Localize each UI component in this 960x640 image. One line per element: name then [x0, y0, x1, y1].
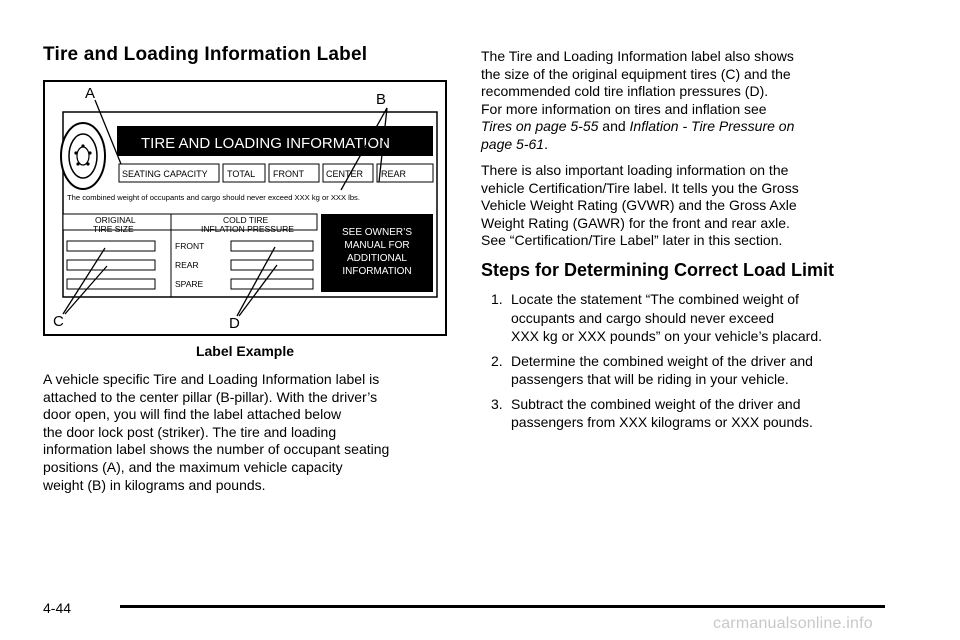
row-header-front: FRONT	[273, 169, 304, 179]
footer-rule	[120, 605, 885, 608]
callout-d: D	[229, 315, 240, 332]
text-line: There is also important loading information on the	[481, 162, 789, 178]
text-line: vehicle Certification/Tire label. It tells you the Gross	[481, 179, 799, 196]
right-paragraph-2	[481, 162, 799, 250]
row-header-seating: SEATING CAPACITY	[122, 169, 208, 179]
text-line: A vehicle specific Tire and Loading Information label is	[43, 371, 380, 387]
banner-text: TIRE AND LOADING INFORMATION	[141, 135, 390, 152]
figure-caption: Label Example	[195, 343, 295, 359]
tire-label-illustration	[45, 82, 445, 334]
text-line: For more information on tires and inflation see	[481, 100, 767, 117]
callout-b: B	[376, 91, 387, 108]
text-line: Weight Rating (GAWR) for the front and rear axle.	[481, 214, 790, 231]
cold-tire-line2: INFLATION PRESSURE	[201, 224, 294, 234]
text-line: passengers that will be riding in your vehicle.	[511, 371, 789, 387]
text-line: Vehicle Weight Rating (GVWR) and the Gross Axle	[481, 197, 797, 214]
text-line: Determine the combined weight of the driver and	[511, 352, 813, 369]
text-line: XXX kg or XXX pounds” on your vehicle’s placard.	[511, 328, 823, 344]
callout-a: A	[85, 85, 96, 102]
original-tire-size-line2: TIRE SIZE	[93, 224, 134, 234]
reference-and: and	[602, 118, 626, 135]
reference-page[interactable]: page 5-61	[481, 135, 545, 152]
original-tire-size-line1: ORIGINAL	[95, 215, 136, 225]
text-line: the door lock post (striker). The tire and loading	[43, 423, 337, 440]
reference-line-2	[481, 136, 794, 154]
right-paragraph-1	[481, 48, 794, 154]
text-line: Subtract the combined weight of the driver and	[511, 395, 801, 412]
text-line: door open, you will find the label attached below	[43, 406, 342, 423]
position-front: FRONT	[175, 241, 205, 251]
text-line: passengers from XXX kilograms or XXX pounds.	[511, 414, 813, 430]
left-paragraph	[43, 371, 389, 494]
step-number: 3.	[491, 395, 503, 412]
step-item	[481, 395, 901, 432]
text-line: occupants and cargo should never exceed	[511, 309, 775, 326]
row-header-center: CENTER	[326, 169, 364, 179]
combined-weight-text: The combined weight of occupants and cargo should never exceed XXX kg or XXX lbs.	[67, 193, 360, 202]
steps-heading: Steps for Determining Correct Load Limit	[481, 260, 835, 280]
row-header-rear: REAR	[381, 169, 407, 179]
text-line: Locate the statement “The combined weight of	[511, 291, 799, 307]
reference-inflation[interactable]: Inflation - Tire Pressure on	[629, 118, 795, 135]
text-line: information label shows the number of occupant seating	[43, 441, 390, 458]
section-heading: Tire and Loading Information Label	[43, 44, 368, 65]
reference-tires[interactable]: Tires on page 5-55	[481, 118, 599, 135]
text-line: weight (B) in kilograms and pounds.	[43, 476, 266, 493]
text-line: See “Certification/Tire Label” later in this section.	[481, 232, 783, 249]
owner-manual-line3: ADDITIONAL	[346, 253, 408, 264]
text-line: The Tire and Loading Information label also shows	[481, 48, 794, 64]
step-item	[481, 290, 901, 346]
row-header-total: TOTAL	[227, 169, 256, 179]
tire-icon	[61, 123, 105, 189]
cold-tire-line1: COLD TIRE	[223, 215, 269, 225]
owner-manual-line4: INFORMATION	[342, 266, 412, 277]
label-example-figure	[43, 80, 447, 336]
text-line: recommended cold tire inflation pressures (D).	[481, 83, 769, 100]
owner-manual-line2: MANUAL FOR	[344, 240, 410, 251]
step-number: 1.	[491, 291, 503, 307]
page-number: 4-44	[43, 600, 72, 616]
owner-manual-line1: SEE OWNER’S	[341, 227, 413, 238]
text-line: the size of the original equipment tires (C) and the	[481, 65, 791, 82]
text-line: positions (A), and the maximum vehicle capacity	[43, 458, 343, 475]
reference-period: .	[544, 135, 548, 152]
watermark: carmanualsonline.info	[713, 615, 873, 632]
step-number: 2.	[491, 352, 503, 369]
callout-c: C	[53, 313, 64, 330]
position-rear: REAR	[175, 260, 199, 270]
position-spare: SPARE	[175, 279, 204, 289]
reference-line	[481, 118, 794, 136]
steps-list	[481, 290, 901, 438]
text-line: attached to the center pillar (B-pillar). With the driver’s	[43, 388, 378, 405]
step-item	[481, 352, 901, 389]
